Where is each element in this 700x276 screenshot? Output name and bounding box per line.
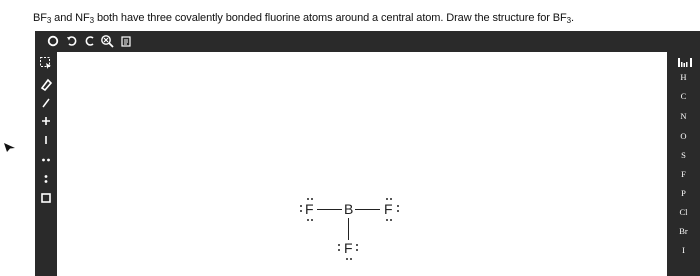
atom-center-b[interactable]: B — [344, 201, 354, 217]
radical-icon[interactable] — [38, 171, 54, 187]
lone-pair-dot — [338, 244, 340, 246]
lone-pair-dot — [300, 210, 302, 212]
top-toolbar — [35, 31, 700, 52]
positive-charge-icon[interactable] — [38, 113, 54, 129]
question-text: $BF_3$ and $NF_3$ both have three covalently bonded fluorine atoms around a central atom. Draw the structure for $BF_3$. — [33, 12, 574, 25]
lone-pair-icon[interactable] — [38, 152, 54, 168]
element-i[interactable]: I — [682, 245, 685, 255]
element-f[interactable]: F — [681, 169, 686, 179]
lone-pair-dot — [386, 219, 388, 221]
lone-pair-dot — [390, 219, 392, 221]
zoom-icon[interactable] — [100, 34, 114, 48]
lone-pair-dot — [397, 205, 399, 207]
single-bond-icon[interactable] — [38, 95, 54, 111]
element-br[interactable]: Br — [679, 226, 688, 236]
drawing-canvas[interactable] — [57, 52, 667, 276]
molecule-editor — [35, 31, 700, 276]
erase-icon[interactable] — [38, 76, 54, 92]
lone-pair-dot — [307, 219, 309, 221]
lone-pair-dot — [356, 244, 358, 246]
bond-b-f-left — [317, 209, 342, 210]
lone-pair-dot — [338, 249, 340, 251]
redo-icon[interactable] — [83, 34, 97, 48]
element-o[interactable]: O — [680, 131, 687, 141]
undo-icon[interactable] — [65, 34, 79, 48]
atom-left-f[interactable]: F — [305, 201, 314, 217]
reset-icon[interactable] — [46, 34, 60, 48]
element-n[interactable]: N — [680, 111, 687, 121]
select-icon[interactable] — [38, 55, 54, 71]
element-cl[interactable]: Cl — [679, 207, 688, 217]
periodic-table-icon[interactable] — [678, 58, 692, 67]
clipboard-icon[interactable] — [119, 34, 133, 48]
lone-pair-dot — [346, 258, 348, 260]
element-p[interactable]: P — [681, 188, 686, 198]
lone-pair-dot — [397, 210, 399, 212]
left-toolbar — [35, 52, 57, 276]
cursor-arrow-icon — [3, 139, 17, 153]
bond-b-f-bottom — [348, 218, 349, 240]
lone-pair-dot — [300, 205, 302, 207]
bf3-structure — [57, 52, 667, 276]
element-s[interactable]: S — [681, 150, 686, 160]
element-toolbar — [667, 52, 700, 276]
element-h[interactable]: H — [680, 72, 687, 82]
lone-pair-dot — [311, 219, 313, 221]
element-c[interactable]: C — [680, 91, 687, 101]
negative-charge-icon[interactable] — [38, 132, 54, 148]
atom-bottom-f[interactable]: F — [344, 240, 353, 256]
bond-b-f-right — [355, 209, 380, 210]
lone-pair-dot — [356, 249, 358, 251]
lone-pair-dot — [350, 258, 352, 260]
bracket-icon[interactable] — [38, 190, 54, 206]
atom-right-f[interactable]: F — [384, 201, 393, 217]
